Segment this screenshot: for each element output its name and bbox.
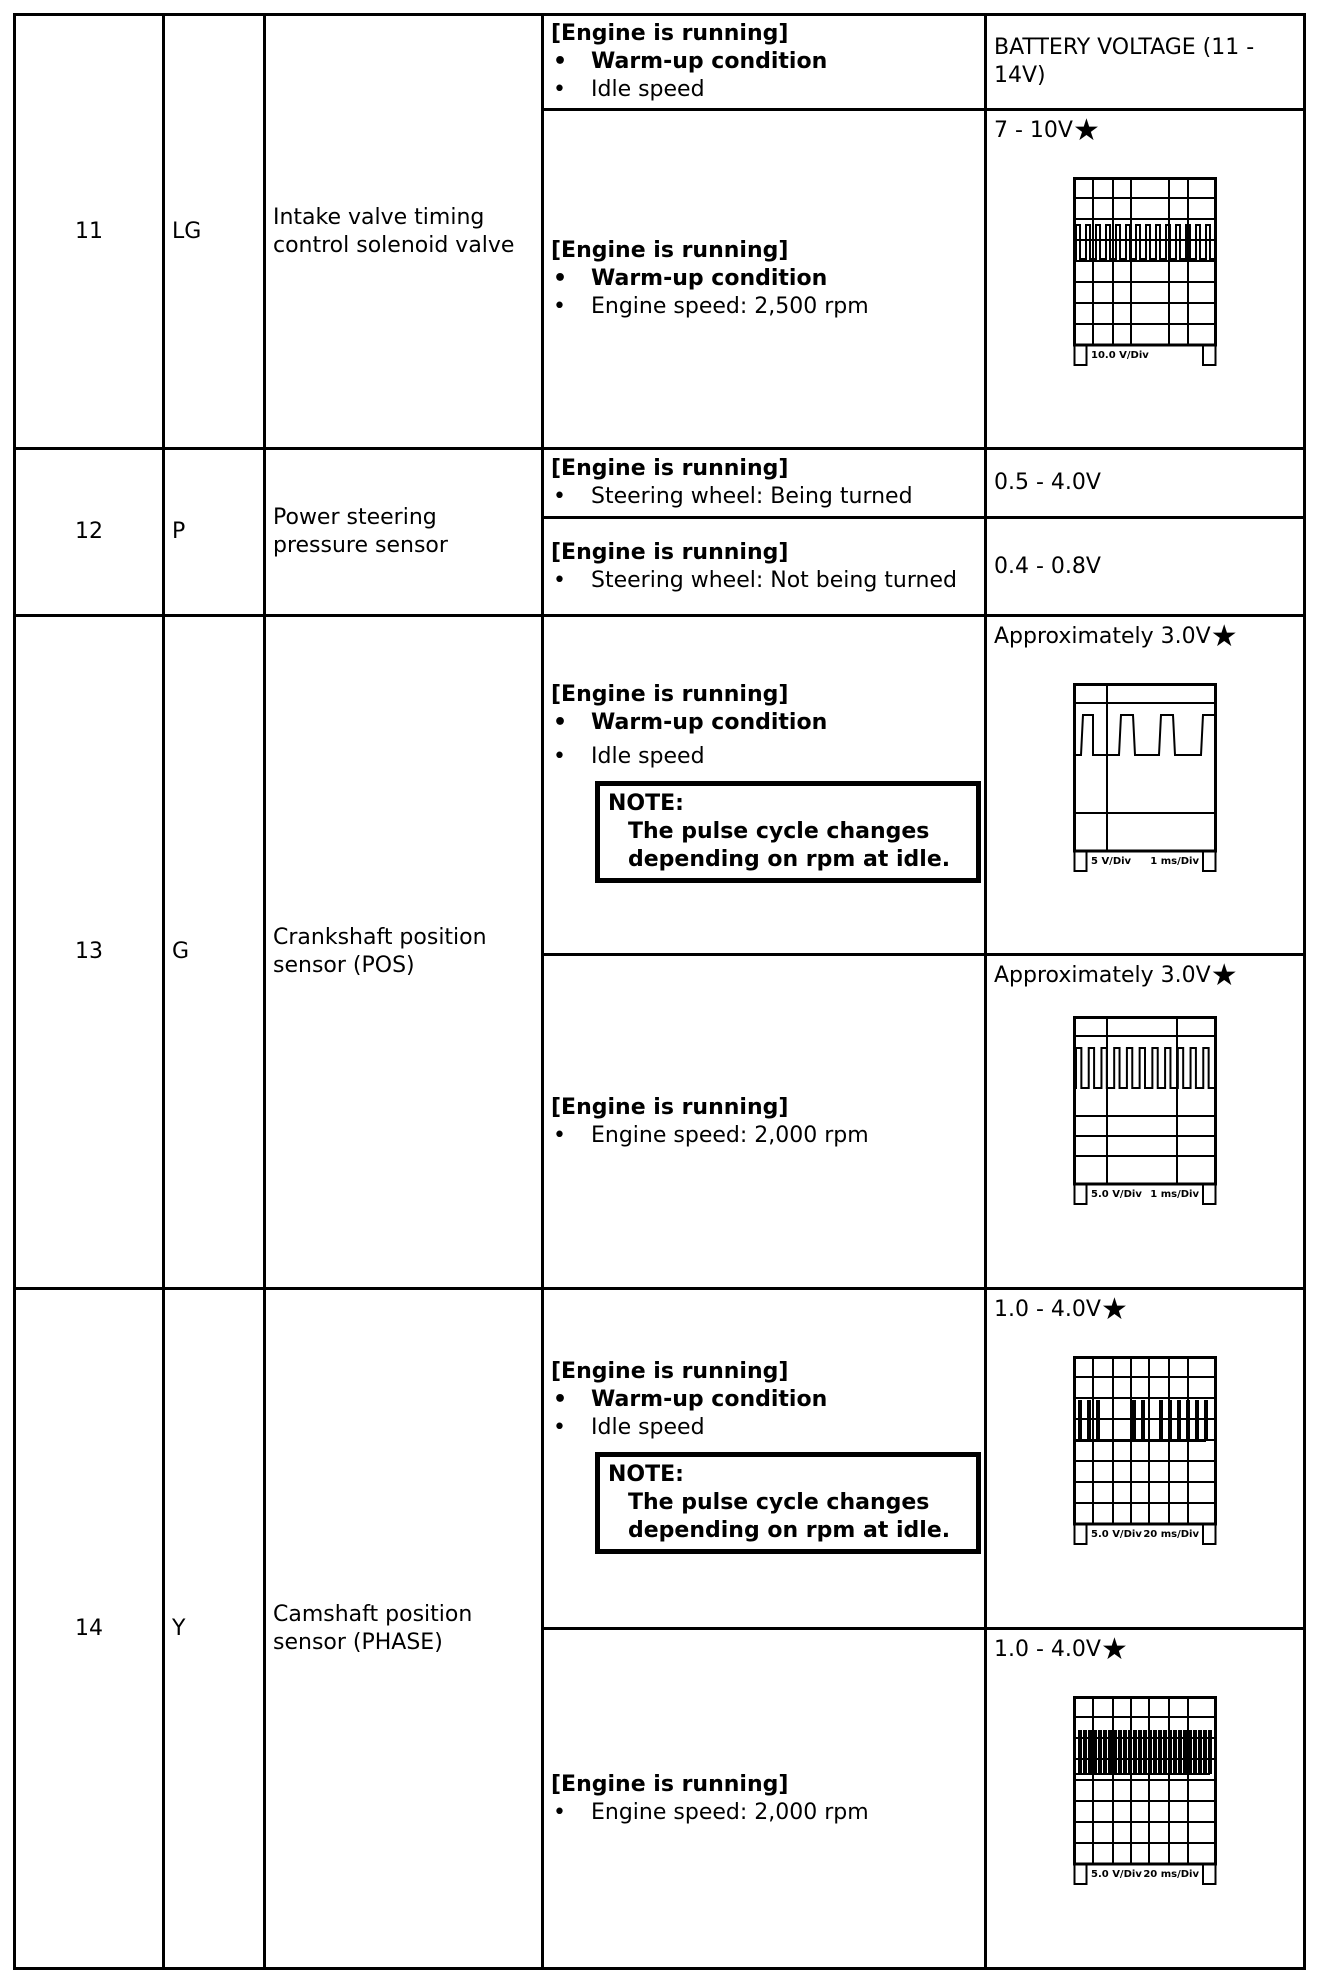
condition-heading: [Engine is running] <box>551 21 789 46</box>
scope-trace <box>1075 1048 1215 1088</box>
scope-frame <box>1075 685 1216 852</box>
value-text: 0.5 - 4.0V <box>994 470 1101 495</box>
condition-bullet: • Engine speed: 2,000 rpm <box>551 1122 977 1150</box>
oscilloscope-waveform <box>1073 683 1217 873</box>
terminal-no: 14 <box>15 1289 164 1969</box>
condition <box>543 1629 986 1969</box>
scope-volt-div-label: 5.0 V/Div <box>1091 1529 1142 1540</box>
data-value <box>986 518 1305 616</box>
condition <box>543 1289 986 1629</box>
condition-bullet: • Idle speed <box>551 76 977 104</box>
wire-color: Y <box>164 1289 265 1969</box>
item: Camshaft position sensor (PHASE) <box>265 1289 543 1969</box>
note-box <box>595 781 981 883</box>
note-title: NOTE: <box>608 791 684 816</box>
oscilloscope-waveform <box>1073 1356 1217 1546</box>
condition-heading: [Engine is running] <box>551 1094 789 1120</box>
note-body: The pulse cycle changes depending on rpm at idle. <box>628 1489 951 1543</box>
condition-heading: [Engine is running] <box>551 1771 789 1797</box>
table-row <box>15 1289 1305 1629</box>
scope-trigger-icon <box>1203 345 1216 365</box>
value-text: Approximately 3.0V <box>994 624 1211 649</box>
star-icon: ★ <box>1100 1292 1128 1327</box>
condition-bullet: • Steering wheel: Being turned <box>551 483 977 511</box>
star-icon: ★ <box>1210 958 1238 993</box>
wire-color: G <box>164 616 265 1289</box>
data-value <box>986 616 1305 955</box>
oscilloscope-waveform <box>1073 177 1217 367</box>
item: Power steering pressure sensor <box>265 449 543 616</box>
note-title: NOTE: <box>608 1461 684 1487</box>
value-text: 7 - 10V <box>994 118 1073 143</box>
value-text: 0.4 - 0.8V <box>994 553 1101 579</box>
condition <box>543 449 986 518</box>
scope-trace <box>1075 1401 1207 1441</box>
data-value <box>986 1289 1305 1629</box>
wire-color: P <box>164 449 265 616</box>
scope-trace <box>1075 225 1215 259</box>
condition-heading: [Engine is running] <box>551 456 789 481</box>
scope-trigger-icon <box>1203 851 1216 871</box>
condition-bullet: • Warm-up condition <box>551 709 977 737</box>
data-value <box>986 1629 1305 1969</box>
data-value <box>986 110 1305 449</box>
scope-trigger-icon <box>1203 1864 1216 1884</box>
item: Intake valve timing control solenoid valve <box>265 15 543 449</box>
scope-mode-icon <box>1075 345 1087 365</box>
table-row <box>15 449 1305 518</box>
condition-bullet: • Idle speed <box>551 743 977 771</box>
ecm-terminal-table <box>13 13 1306 1970</box>
data-value <box>986 15 1305 110</box>
condition-bullet: • Warm-up condition <box>551 1386 977 1414</box>
table-row <box>15 15 1305 110</box>
scope-mode-icon <box>1075 851 1087 871</box>
condition-bullet: • Idle speed <box>551 1414 977 1442</box>
note-body: The pulse cycle changes depending on rpm at idle. <box>628 819 951 872</box>
condition <box>543 15 986 110</box>
scope-mode-icon <box>1075 1524 1087 1544</box>
star-icon: ★ <box>1072 113 1100 148</box>
condition-bullet: • Warm-up condition <box>551 265 977 293</box>
item: Crankshaft position sensor (POS) <box>265 616 543 1289</box>
scope-time-div-label: 20 ms/Div <box>1143 1869 1199 1880</box>
condition-heading: [Engine is running] <box>551 1358 789 1384</box>
condition-heading: [Engine is running] <box>551 539 789 565</box>
condition <box>543 955 986 1289</box>
scope-volt-div-label: 10.0 V/Div <box>1091 350 1149 361</box>
star-icon: ★ <box>1100 1632 1128 1667</box>
scope-time-div-label: 1 ms/Div <box>1150 856 1199 867</box>
condition <box>543 518 986 616</box>
scope-time-div-label: 1 ms/Div <box>1150 1189 1199 1200</box>
oscilloscope-waveform <box>1073 1016 1217 1206</box>
terminal-no: 11 <box>15 15 164 449</box>
condition-heading: [Engine is running] <box>551 238 789 263</box>
condition-bullet: • Warm-up condition <box>551 48 977 76</box>
scope-mode-icon <box>1075 1184 1087 1204</box>
condition-bullet: • Steering wheel: Not being turned <box>551 567 977 595</box>
value-text: 1.0 - 4.0V <box>994 1297 1101 1322</box>
terminal-no: 12 <box>15 449 164 616</box>
condition <box>543 616 986 955</box>
scope-volt-div-label: 5.0 V/Div <box>1091 1189 1142 1200</box>
scope-volt-div-label: 5.0 V/Div <box>1091 1869 1142 1880</box>
value-text: 1.0 - 4.0V <box>994 1637 1101 1662</box>
condition-bullet: • Engine speed: 2,000 rpm <box>551 1799 977 1827</box>
scope-trace <box>1075 715 1215 755</box>
note-box <box>595 1452 981 1554</box>
scope-trigger-icon <box>1203 1524 1216 1544</box>
table-row <box>15 616 1305 955</box>
scope-frame <box>1075 1018 1216 1185</box>
scope-trace <box>1075 1731 1211 1774</box>
oscilloscope-waveform <box>1073 1696 1217 1886</box>
scope-mode-icon <box>1075 1864 1087 1884</box>
scope-trigger-icon <box>1203 1184 1216 1204</box>
wire-color: LG <box>164 15 265 449</box>
star-icon: ★ <box>1210 619 1238 654</box>
value-text: Approximately 3.0V <box>994 963 1211 988</box>
scope-time-div-label: 20 ms/Div <box>1143 1529 1199 1540</box>
condition-heading: [Engine is running] <box>551 682 789 707</box>
value-text: BATTERY VOLTAGE (11 - 14V) <box>994 35 1255 88</box>
terminal-no: 13 <box>15 616 164 1289</box>
condition-bullet: • Engine speed: 2,500 rpm <box>551 293 977 321</box>
condition <box>543 110 986 449</box>
scope-volt-div-label: 5 V/Div <box>1091 856 1132 867</box>
data-value <box>986 955 1305 1289</box>
data-value <box>986 449 1305 518</box>
